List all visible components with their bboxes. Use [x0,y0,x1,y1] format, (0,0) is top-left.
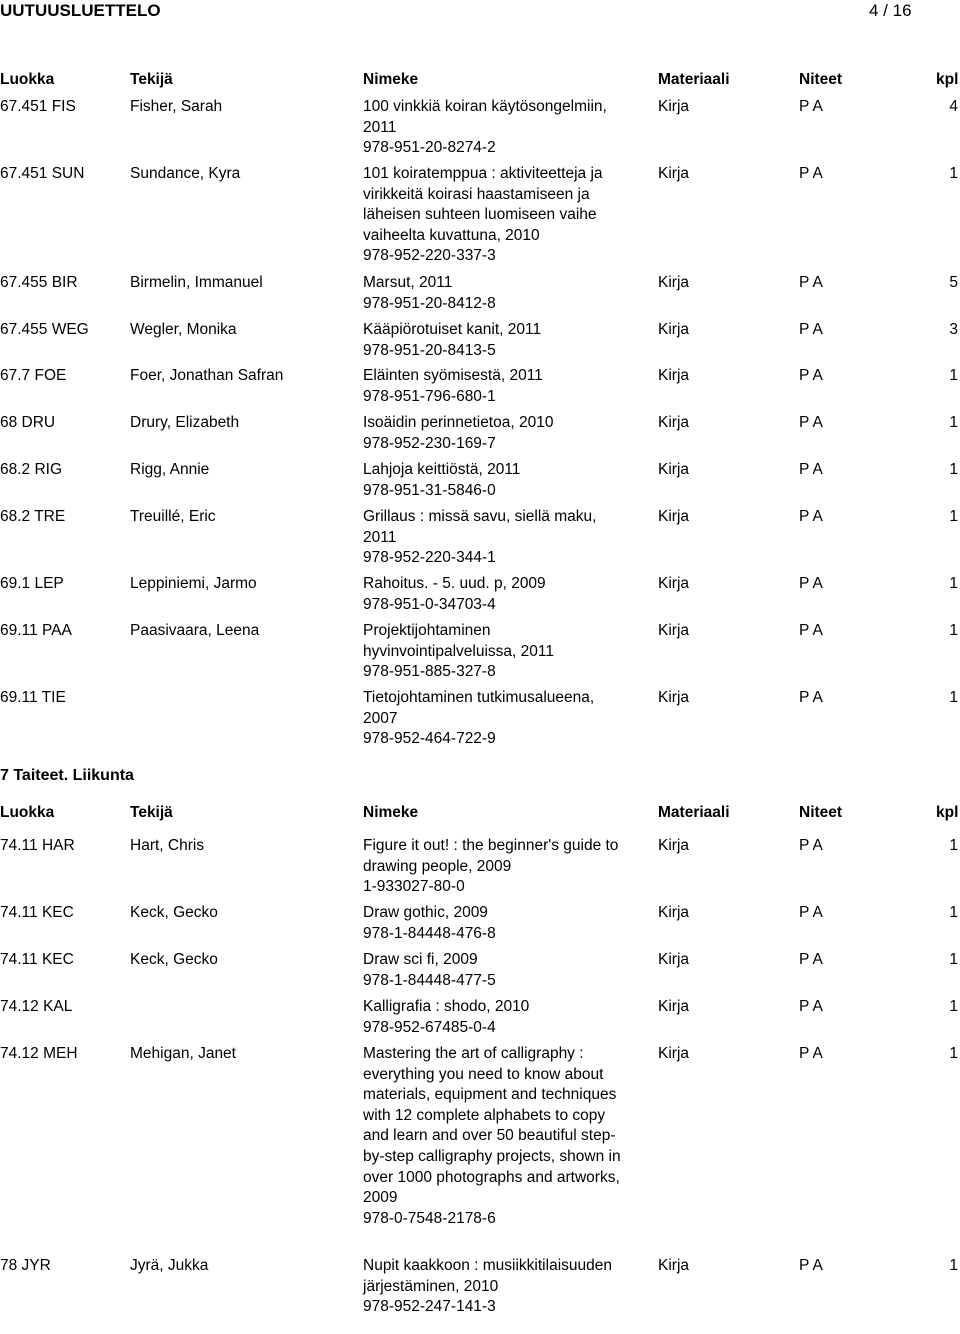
row-tekija: Wegler, Monika [130,321,237,338]
row-isbn: 978-951-885-327-8 [363,663,496,681]
row-materiaali: Kirja [658,689,690,706]
row-nimeke [363,320,623,361]
row-tekija: Fisher, Sarah [130,98,223,115]
row-tekija: Paasivaara, Leena [130,622,260,639]
row-kpl: 1 [949,904,958,921]
row-title: Nupit kaakkoon : musiikkitilaisuuden järjestäminen, 2010 [363,1257,612,1295]
row-isbn: 978-952-220-337-3 [363,247,496,265]
row-nimeke [363,273,623,314]
row-luokka: 78 JYR [0,1257,51,1274]
row-luokka: 74.11 KEC [0,951,74,968]
row-kpl: 1 [949,461,958,478]
row-isbn: 978-951-796-680-1 [363,387,496,405]
row-title: 101 koiratemppua : aktiviteetteja ja virikkeitä koirasi haastamiseen ja läheisen suhteen luomiseen vaihe vaiheelta kuvattuna, 2010 [363,165,603,244]
row-luokka: 74.12 KAL [0,998,73,1015]
row-title: Mastering the art of calligraphy : everything you need to know about materials, equipment and techniques with 12 complete alphabets to copy and learn and over 50 beautiful step-by-step calligraphy projects, shown in over 1000 photographs and artworks, 2009 [363,1045,621,1207]
row-isbn: 978-951-0-34703-4 [363,595,496,613]
row-luokka: 67.7 FOE [0,367,67,384]
row-isbn: 978-951-20-8412-8 [363,294,496,312]
column-header-materiaali: Materiaali [658,71,730,88]
row-materiaali: Kirja [658,904,690,921]
row-luokka: 67.455 WEG [0,321,89,338]
row-niteet: P A [799,274,823,291]
row-materiaali: Kirja [658,367,690,384]
row-title: Isoäidin perinnetietoa, 2010 [363,414,554,431]
row-kpl: 4 [949,98,958,115]
row-nimeke [363,97,623,159]
row-niteet: P A [799,951,823,968]
row-niteet: P A [799,622,823,639]
row-isbn: 978-952-67485-0-4 [363,1018,496,1036]
column-header-nimeke: Nimeke [363,71,419,88]
column-header-niteet: Niteet [799,71,843,88]
row-materiaali: Kirja [658,837,690,854]
row-niteet: P A [799,98,823,115]
row-luokka: 67.451 FIS [0,98,76,115]
row-tekija: Leppiniemi, Jarmo [130,575,257,592]
row-materiaali: Kirja [658,622,690,639]
row-nimeke [363,1256,623,1318]
row-title: Projektijohtaminen hyvinvointipalveluissa, 2011 [363,622,554,660]
row-kpl: 1 [949,837,958,854]
row-isbn: 978-952-464-722-9 [363,730,496,748]
row-kpl: 1 [949,165,958,182]
row-isbn: 978-951-20-8413-5 [363,341,496,359]
column-header-luokka: Luokka [0,71,55,88]
column-header-niteet: Niteet [799,804,843,821]
row-luokka: 74.12 MEH [0,1045,78,1062]
row-materiaali: Kirja [658,414,690,431]
row-materiaali: Kirja [658,321,690,338]
row-tekija: Treuillé, Eric [130,508,216,525]
row-title: 100 vinkkiä koiran käytösongelmiin, 2011 [363,98,607,136]
row-niteet: P A [799,837,823,854]
section-title: 7 Taiteet. Liikunta [0,767,134,784]
row-tekija: Keck, Gecko [130,951,218,968]
row-isbn: 978-1-84448-477-5 [363,971,496,989]
row-luokka: 69.1 LEP [0,575,64,592]
row-tekija: Keck, Gecko [130,904,218,921]
column-header-kpl: kpl [936,804,959,821]
row-nimeke [363,903,623,944]
row-niteet: P A [799,1257,823,1274]
row-materiaali: Kirja [658,165,690,182]
row-kpl: 1 [949,689,958,706]
row-tekija: Hart, Chris [130,837,205,854]
row-isbn: 978-952-220-344-1 [363,549,496,567]
row-luokka: 74.11 KEC [0,904,74,921]
row-isbn: 1-933027-80-0 [363,878,465,896]
row-title: Draw gothic, 2009 [363,904,488,921]
row-nimeke [363,836,623,898]
row-nimeke [363,413,623,454]
column-header-tekija: Tekijä [130,804,173,821]
row-title: Draw sci fi, 2009 [363,951,478,968]
document-title: UUTUUSLUETTELO [0,1,161,20]
row-luokka: 69.11 PAA [0,622,72,639]
row-isbn: 978-951-20-8274-2 [363,139,496,157]
row-kpl: 1 [949,622,958,639]
row-materiaali: Kirja [658,998,690,1015]
column-header-kpl: kpl [936,71,959,88]
row-niteet: P A [799,998,823,1015]
row-luokka: 67.451 SUN [0,165,85,182]
row-niteet: P A [799,508,823,525]
column-header-luokka: Luokka [0,804,55,821]
row-tekija: Drury, Elizabeth [130,414,240,431]
row-tekija: Rigg, Annie [130,461,210,478]
row-isbn: 978-951-31-5846-0 [363,481,496,499]
column-header-tekija: Tekijä [130,71,173,88]
row-title: Rahoitus. - 5. uud. p, 2009 [363,575,546,592]
row-materiaali: Kirja [658,1257,690,1274]
row-kpl: 1 [949,367,958,384]
page-number: 4 / 16 [869,1,912,20]
row-isbn: 978-952-247-141-3 [363,1298,496,1316]
row-kpl: 5 [949,274,958,291]
row-kpl: 1 [949,575,958,592]
row-luokka: 68.2 RIG [0,461,63,478]
column-header-materiaali: Materiaali [658,804,730,821]
row-luokka: 68.2 TRE [0,508,66,525]
row-niteet: P A [799,689,823,706]
row-nimeke [363,574,623,615]
row-niteet: P A [799,321,823,338]
row-materiaali: Kirja [658,575,690,592]
row-niteet: P A [799,904,823,921]
row-tekija: Sundance, Kyra [130,165,241,182]
row-title: Kääpiörotuiset kanit, 2011 [363,321,542,338]
row-nimeke [363,950,623,991]
row-luokka: 67.455 BIR [0,274,78,291]
row-materiaali: Kirja [658,274,690,291]
row-luokka: 69.11 TIE [0,689,66,706]
row-isbn: 978-1-84448-476-8 [363,924,496,942]
row-nimeke [363,621,623,683]
row-kpl: 1 [949,1257,958,1274]
row-luokka: 74.11 HAR [0,837,75,854]
row-title: Marsut, 2011 [363,274,453,291]
row-tekija: Birmelin, Immanuel [130,274,263,291]
row-niteet: P A [799,367,823,384]
row-kpl: 1 [949,951,958,968]
row-kpl: 3 [949,321,958,338]
row-kpl: 1 [949,998,958,1015]
row-materiaali: Kirja [658,461,690,478]
row-kpl: 1 [949,1045,958,1062]
row-kpl: 1 [949,414,958,431]
row-isbn: 978-952-230-169-7 [363,434,496,452]
row-tekija: Jyrä, Jukka [130,1257,209,1274]
row-luokka: 68 DRU [0,414,56,431]
row-materiaali: Kirja [658,1045,690,1062]
row-nimeke [363,1044,623,1229]
row-niteet: P A [799,414,823,431]
row-title: Kalligrafia : shodo, 2010 [363,998,530,1015]
row-niteet: P A [799,461,823,478]
row-nimeke [363,164,623,267]
row-title: Eläinten syömisestä, 2011 [363,367,543,384]
row-tekija: Mehigan, Janet [130,1045,236,1062]
row-niteet: P A [799,575,823,592]
row-nimeke [363,507,623,569]
row-title: Grillaus : missä savu, siellä maku, 2011 [363,508,597,546]
row-nimeke [363,688,623,750]
row-nimeke [363,997,623,1038]
row-title: Figure it out! : the beginner's guide to drawing people, 2009 [363,837,619,875]
row-materiaali: Kirja [658,98,690,115]
row-niteet: P A [799,165,823,182]
row-niteet: P A [799,1045,823,1062]
row-materiaali: Kirja [658,508,690,525]
row-nimeke [363,366,623,407]
row-title: Lahjoja keittiöstä, 2011 [363,461,521,478]
column-header-nimeke: Nimeke [363,804,419,821]
row-isbn: 978-0-7548-2178-6 [363,1209,496,1227]
row-nimeke [363,460,623,501]
row-title: Tietojohtaminen tutkimusalueena, 2007 [363,689,595,727]
row-tekija: Foer, Jonathan Safran [130,367,284,384]
row-materiaali: Kirja [658,951,690,968]
row-kpl: 1 [949,508,958,525]
